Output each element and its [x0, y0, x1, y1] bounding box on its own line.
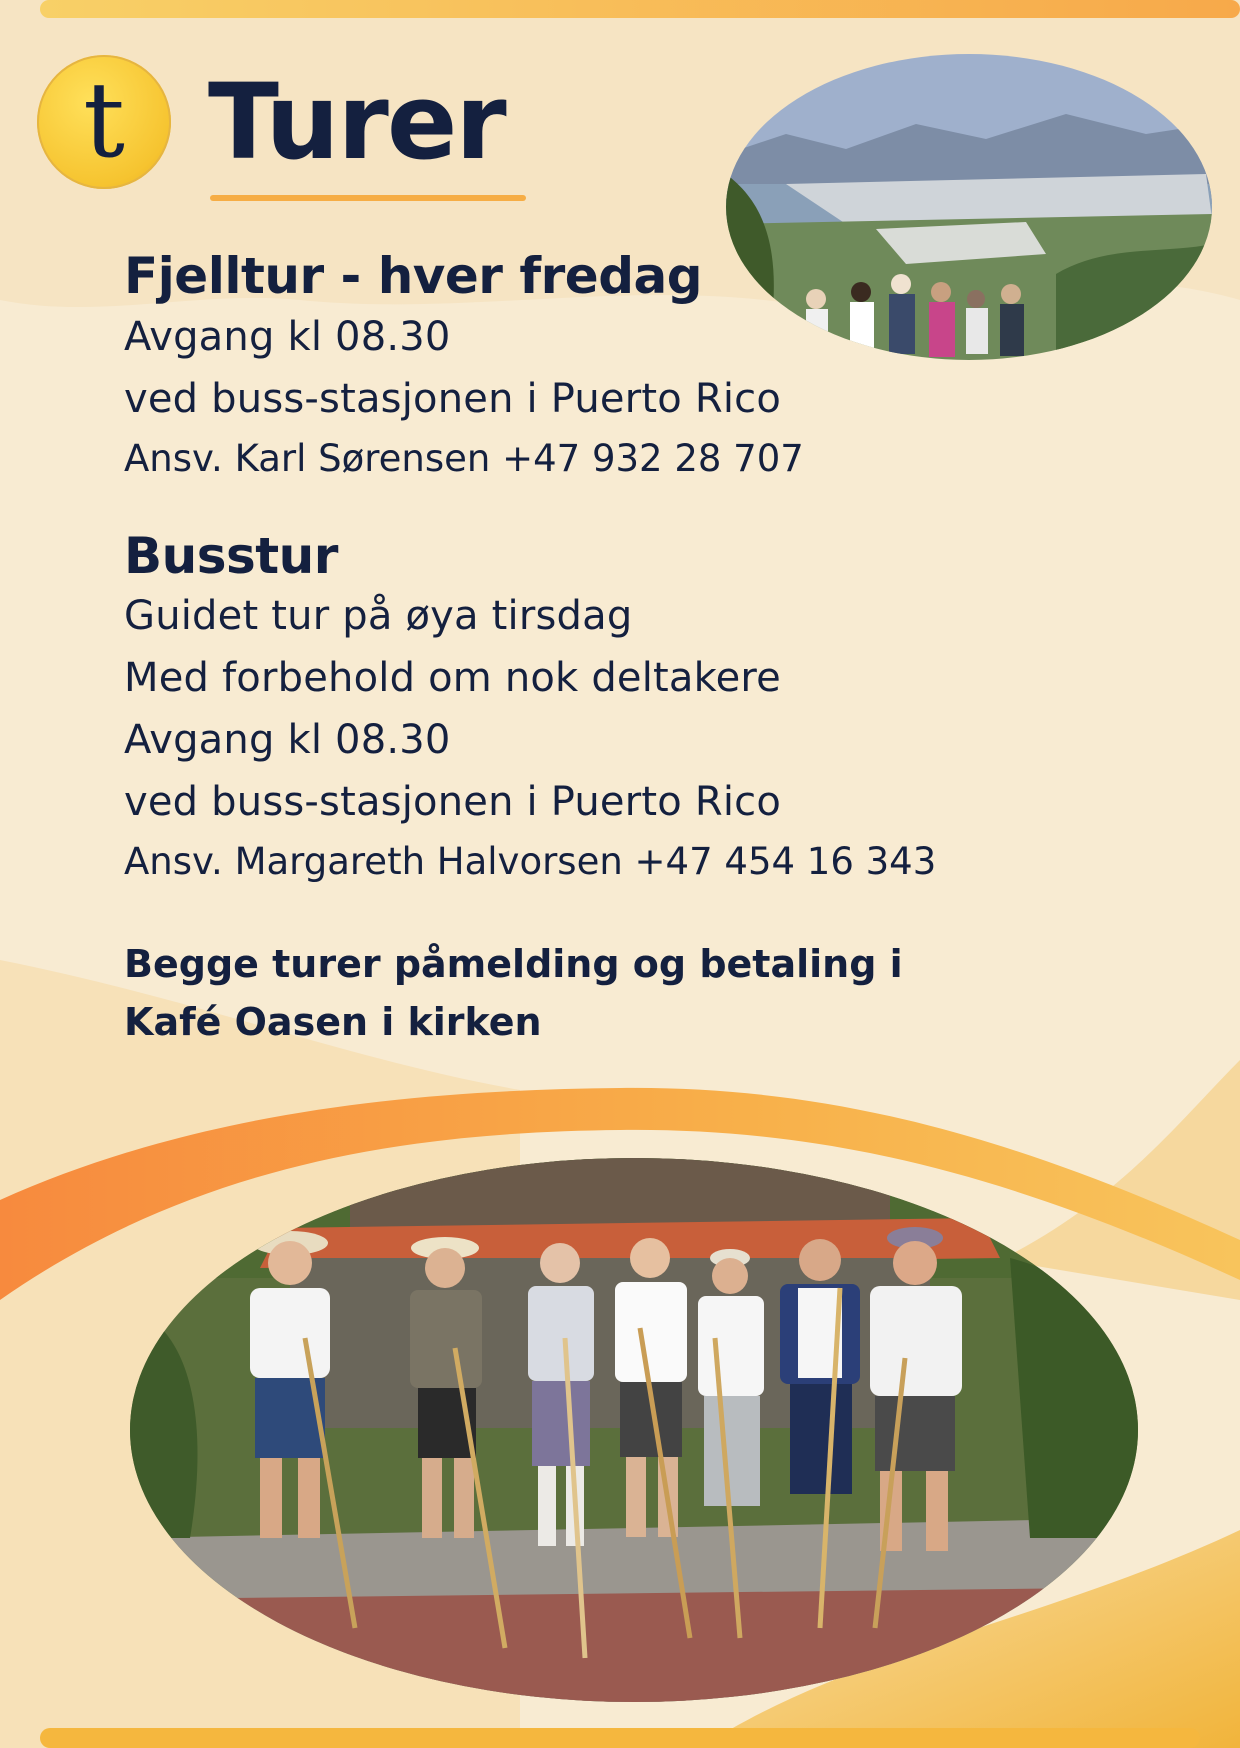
text-line: Avgang kl 08.30 — [124, 717, 451, 763]
contact-line: Ansv. Margareth Halvorsen +47 454 16 343 — [124, 840, 937, 883]
section-heading: Fjelltur - hver fredag — [124, 247, 703, 305]
title-underline — [210, 195, 526, 201]
content — [124, 248, 1024, 1051]
section-busstur — [124, 528, 1024, 892]
contact-line: Ansv. Karl Sørensen +47 932 28 707 — [124, 436, 804, 480]
signup-line: Kafé Oasen i kirken — [124, 1000, 542, 1044]
text-line: Avgang kl 08.30 — [124, 313, 451, 360]
text-line: Med forbehold om nok deltakere — [124, 655, 781, 701]
section-fjelltur — [124, 248, 1024, 488]
signup-line: Begge turer påmelding og betaling i — [124, 942, 903, 986]
text-line: ved buss-stasjonen i Puerto Rico — [124, 375, 782, 422]
group-photo — [130, 1158, 1138, 1702]
logo — [37, 55, 171, 189]
text-line: ved buss-stasjonen i Puerto Rico — [124, 779, 782, 825]
text-line: Guidet tur på øya tirsdag — [124, 593, 633, 639]
logo-letter: t — [83, 59, 125, 181]
section-heading: Busstur — [124, 526, 338, 585]
page-title: Turer — [208, 61, 505, 183]
